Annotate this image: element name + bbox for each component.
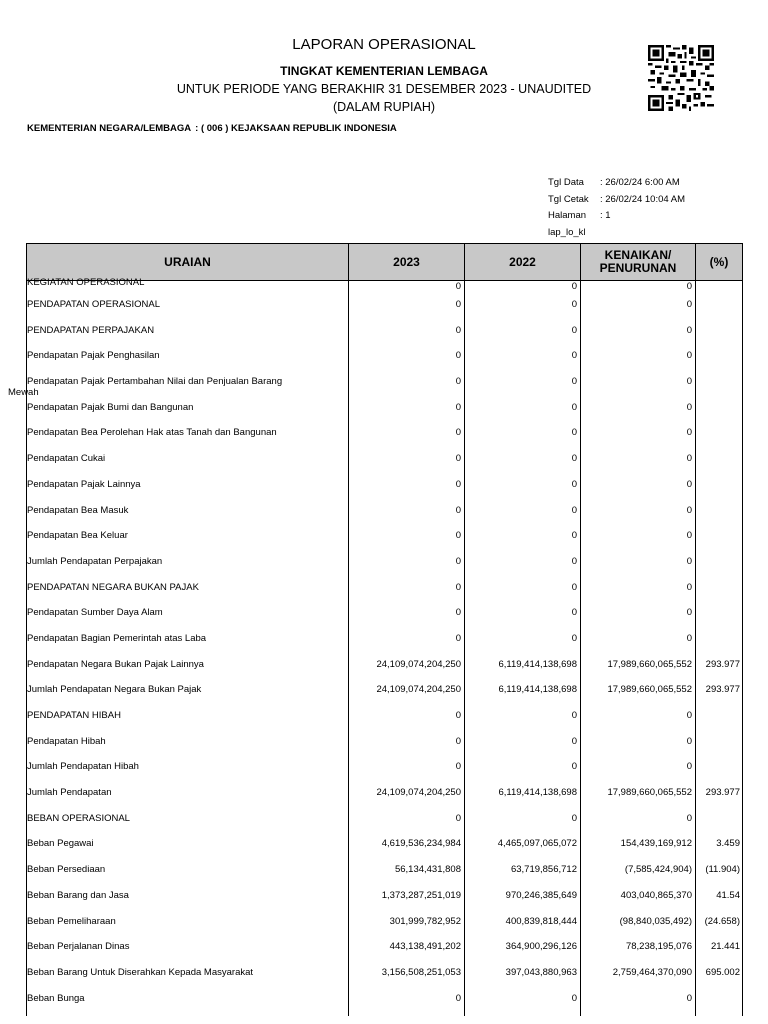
cell-change: (98,840,035,492) — [581, 914, 696, 940]
row-label: Beban Pegawai — [27, 836, 349, 862]
operational-report-table — [8, 243, 743, 1016]
cell-2022: 6,119,414,138,698 — [465, 657, 581, 683]
cell-2023: 0 — [349, 348, 465, 374]
cell-2022: 970,246,385,649 — [465, 888, 581, 914]
meta-label: lap_lo_kl — [548, 226, 586, 238]
cell-2022: 0 — [465, 811, 581, 837]
cell-2023: 3,156,508,251,053 — [349, 965, 465, 991]
cell-pct — [696, 348, 743, 374]
entity-line — [27, 123, 397, 134]
cell-change: 0 — [581, 991, 696, 1017]
row-label: Pendapatan Pajak Lainnya — [27, 477, 349, 503]
table-row — [27, 631, 743, 657]
meta-value: : 1 — [600, 210, 611, 221]
row-label: Pendapatan Bagian Pemerintah atas Laba — [27, 631, 349, 657]
row-label: Pendapatan Pajak Penghasilan — [27, 348, 349, 374]
cell-change: 0 — [581, 374, 696, 400]
cell-pct — [696, 580, 743, 606]
cell-change: 2,759,464,370,090 — [581, 965, 696, 991]
cell-change: 17,989,660,065,552 — [581, 682, 696, 708]
cell-2023: 0 — [349, 708, 465, 734]
cell-pct: (24.658) — [696, 914, 743, 940]
table-row — [27, 281, 743, 298]
cell-change: 0 — [581, 631, 696, 657]
cell-2022: 4,465,097,065,072 — [465, 836, 581, 862]
cell-pct — [696, 554, 743, 580]
table-row — [27, 939, 743, 965]
cell-pct — [696, 605, 743, 631]
col-header-change-line2: PENURUNAN — [599, 261, 677, 275]
cell-2022: 0 — [465, 991, 581, 1017]
report-meta — [548, 177, 685, 243]
cell-2023: 0 — [349, 400, 465, 426]
cell-2023: 0 — [349, 297, 465, 323]
cell-2023: 0 — [349, 477, 465, 503]
report-subtitle: TINGKAT KEMENTERIAN LEMBAGA — [280, 64, 488, 78]
cell-2023: 56,134,431,808 — [349, 862, 465, 888]
row-label: Jumlah Pendapatan Hibah — [27, 759, 349, 785]
cell-2023: 0 — [349, 503, 465, 529]
table-row — [27, 503, 743, 529]
row-label-continuation: Mewah — [8, 387, 39, 399]
meta-value: : 26/02/24 10:04 AM — [600, 193, 686, 205]
table-row — [27, 477, 743, 503]
cell-2023: 0 — [349, 811, 465, 837]
row-label: Beban Bunga — [27, 991, 349, 1017]
cell-2022: 397,043,880,963 — [465, 965, 581, 991]
meta-label: Tgl Data — [548, 177, 584, 188]
table-row — [27, 888, 743, 914]
row-label: Beban Persediaan — [27, 862, 349, 888]
cell-pct — [696, 477, 743, 503]
cell-pct — [696, 811, 743, 837]
table-row — [27, 682, 743, 708]
report-period: UNTUK PERIODE YANG BERAKHIR 31 DESEMBER 2023 - UNAUDITED — [176, 82, 592, 96]
cell-2022: 0 — [465, 631, 581, 657]
row-label: Pendapatan Bea Masuk — [27, 503, 349, 529]
cell-change: 0 — [581, 811, 696, 837]
table-row — [27, 811, 743, 837]
col-header-pct: (%) — [696, 244, 743, 281]
cell-2022: 6,119,414,138,698 — [465, 785, 581, 811]
cell-change: 0 — [581, 348, 696, 374]
col-header-change — [581, 244, 696, 281]
cell-2023: 0 — [349, 528, 465, 554]
row-label: Beban Barang Untuk Diserahkan Kepada Masyarakat — [27, 965, 349, 991]
cell-2023: 0 — [349, 323, 465, 349]
cell-2022: 0 — [465, 708, 581, 734]
cell-2023: 0 — [349, 605, 465, 631]
cell-pct: (11.904) — [696, 862, 743, 888]
row-label: KEGIATAN OPERASIONAL — [27, 277, 145, 288]
col-header-2022: 2022 — [465, 244, 581, 281]
cell-pct: 21.441 — [696, 939, 743, 965]
cell-change: 0 — [581, 323, 696, 349]
cell-2022: 0 — [465, 580, 581, 606]
table-row — [27, 708, 743, 734]
cell-pct — [696, 323, 743, 349]
cell-2022: 0 — [465, 425, 581, 451]
cell-pct — [696, 991, 743, 1017]
cell-2023: 0 — [349, 451, 465, 477]
row-label: Pendapatan Negara Bukan Pajak Lainnya — [27, 657, 349, 683]
table-row — [27, 297, 743, 323]
cell-pct — [696, 759, 743, 785]
cell-change: 403,040,865,370 — [581, 888, 696, 914]
row-label: Pendapatan Pajak Bumi dan Bangunan — [27, 400, 349, 426]
cell-change: 0 — [581, 425, 696, 451]
cell-2022: 0 — [465, 605, 581, 631]
cell-change: 0 — [581, 759, 696, 785]
cell-2022: 0 — [465, 374, 581, 400]
cell-change: 17,989,660,065,552 — [581, 785, 696, 811]
cell-2023: 0 — [349, 734, 465, 760]
table-row — [27, 836, 743, 862]
table-row — [27, 991, 743, 1017]
cell-pct — [696, 297, 743, 323]
cell-pct — [696, 451, 743, 477]
row-label: Pendapatan Bea Perolehan Hak atas Tanah dan Bangunan — [27, 425, 349, 451]
row-label: Pendapatan Hibah — [27, 734, 349, 760]
cell-pct: 695.002 — [696, 965, 743, 991]
row-label: Jumlah Pendapatan — [27, 785, 349, 811]
cell-pct — [696, 708, 743, 734]
table-row — [27, 862, 743, 888]
report-title: LAPORAN OPERASIONAL — [292, 36, 476, 53]
table-row — [27, 965, 743, 991]
table-row — [27, 323, 743, 349]
table-row — [27, 734, 743, 760]
cell-2022: 0 — [465, 477, 581, 503]
cell-2022: 0 — [465, 554, 581, 580]
cell-2023: 24,109,074,204,250 — [349, 785, 465, 811]
cell-2022: 0 — [465, 400, 581, 426]
qr-code-icon — [648, 45, 714, 111]
cell-change: 154,439,169,912 — [581, 836, 696, 862]
cell-change: 0 — [581, 477, 696, 503]
row-label: Jumlah Pendapatan Perpajakan — [27, 554, 349, 580]
cell-2023: 0 — [349, 759, 465, 785]
cell-2023: 443,138,491,202 — [349, 939, 465, 965]
cell-2022: 0 — [465, 323, 581, 349]
cell-pct — [696, 281, 743, 298]
table-row — [27, 605, 743, 631]
table-row — [27, 528, 743, 554]
cell-2023: 24,109,074,204,250 — [349, 657, 465, 683]
meta-label: Tgl Cetak — [548, 193, 589, 205]
table-row — [27, 785, 743, 811]
row-label: Beban Pemeliharaan — [27, 914, 349, 940]
cell-change: 0 — [581, 580, 696, 606]
cell-2022: 400,839,818,444 — [465, 914, 581, 940]
row-label: PENDAPATAN NEGARA BUKAN PAJAK — [27, 580, 349, 606]
cell-change: 78,238,195,076 — [581, 939, 696, 965]
row-label: Pendapatan Cukai — [27, 451, 349, 477]
cell-change: 0 — [581, 451, 696, 477]
table-row — [27, 348, 743, 374]
row-label: Pendapatan Sumber Daya Alam — [27, 605, 349, 631]
cell-2023: 0 — [349, 631, 465, 657]
cell-2022: 0 — [465, 348, 581, 374]
row-label: PENDAPATAN HIBAH — [27, 708, 349, 734]
row-label: Beban Barang dan Jasa — [27, 888, 349, 914]
cell-pct: 3.459 — [696, 836, 743, 862]
meta-label: Halaman — [548, 210, 587, 221]
cell-2022: 0 — [465, 503, 581, 529]
cell-pct — [696, 374, 743, 400]
cell-change: 0 — [581, 400, 696, 426]
cell-2022: 0 — [465, 528, 581, 554]
entity-value: : ( 006 ) KEJAKSAAN REPUBLIK INDONESIA — [195, 123, 397, 134]
row-label: Beban Perjalanan Dinas — [27, 939, 349, 965]
cell-pct — [696, 528, 743, 554]
meta-row-report-code — [548, 227, 685, 244]
cell-2022: 6,119,414,138,698 — [465, 682, 581, 708]
row-label: Pendapatan Bea Keluar — [27, 528, 349, 554]
table-row — [27, 554, 743, 580]
meta-row-print-date — [548, 194, 685, 211]
cell-2022: 0 — [465, 734, 581, 760]
col-header-change-line1: KENAIKAN/ — [604, 248, 672, 262]
meta-row-page — [548, 210, 685, 227]
row-label: Pendapatan Pajak Pertambahan Nilai dan Penjualan Barang — [27, 376, 283, 388]
row-label-wrapped — [8, 376, 348, 399]
cell-pct: 293.977 — [696, 657, 743, 683]
cell-change: 0 — [581, 503, 696, 529]
cell-pct — [696, 503, 743, 529]
cell-2023: 24,109,074,204,250 — [349, 682, 465, 708]
table-row — [27, 374, 743, 400]
table-row — [27, 400, 743, 426]
cell-pct: 293.977 — [696, 682, 743, 708]
cell-pct: 293.977 — [696, 785, 743, 811]
cell-pct — [696, 400, 743, 426]
meta-value: : 26/02/24 6:00 AM — [600, 177, 680, 188]
cell-change: 17,989,660,065,552 — [581, 657, 696, 683]
cell-change: 0 — [581, 281, 696, 298]
meta-row-data-date — [548, 177, 685, 194]
cell-2023: 0 — [349, 281, 465, 298]
cell-2022: 364,900,296,126 — [465, 939, 581, 965]
cell-2022: 0 — [465, 297, 581, 323]
table-header-row — [27, 244, 743, 281]
cell-2023: 0 — [349, 554, 465, 580]
cell-2022: 0 — [465, 451, 581, 477]
row-label: PENDAPATAN OPERASIONAL — [27, 297, 349, 323]
row-label: BEBAN OPERASIONAL — [27, 811, 349, 837]
cell-pct — [696, 425, 743, 451]
cell-2022: 0 — [465, 759, 581, 785]
cell-change: 0 — [581, 528, 696, 554]
cell-2022: 63,719,856,712 — [465, 862, 581, 888]
report-unit: (DALAM RUPIAH) — [332, 100, 436, 114]
cell-2023: 301,999,782,952 — [349, 914, 465, 940]
cell-2023: 0 — [349, 580, 465, 606]
cell-pct — [696, 631, 743, 657]
col-header-2023: 2023 — [349, 244, 465, 281]
table-row — [27, 425, 743, 451]
table-row — [27, 914, 743, 940]
entity-label: KEMENTERIAN NEGARA/LEMBAGA — [27, 123, 192, 134]
cell-2023: 0 — [349, 374, 465, 400]
cell-change: 0 — [581, 554, 696, 580]
cell-pct: 41.54 — [696, 888, 743, 914]
cell-change: 0 — [581, 734, 696, 760]
table-row — [27, 580, 743, 606]
cell-2023: 0 — [349, 425, 465, 451]
cell-pct — [696, 734, 743, 760]
table-row — [27, 759, 743, 785]
cell-2022: 0 — [465, 281, 581, 298]
cell-change: 0 — [581, 605, 696, 631]
cell-2023: 0 — [349, 991, 465, 1017]
row-label: Jumlah Pendapatan Negara Bukan Pajak — [27, 682, 349, 708]
cell-change: (7,585,424,904) — [581, 862, 696, 888]
cell-change: 0 — [581, 297, 696, 323]
col-header-uraian: URAIAN — [27, 244, 349, 281]
cell-change: 0 — [581, 708, 696, 734]
cell-2023: 4,619,536,234,984 — [349, 836, 465, 862]
table-row — [27, 451, 743, 477]
row-label: PENDAPATAN PERPAJAKAN — [27, 323, 349, 349]
table-row — [27, 657, 743, 683]
cell-2023: 1,373,287,251,019 — [349, 888, 465, 914]
